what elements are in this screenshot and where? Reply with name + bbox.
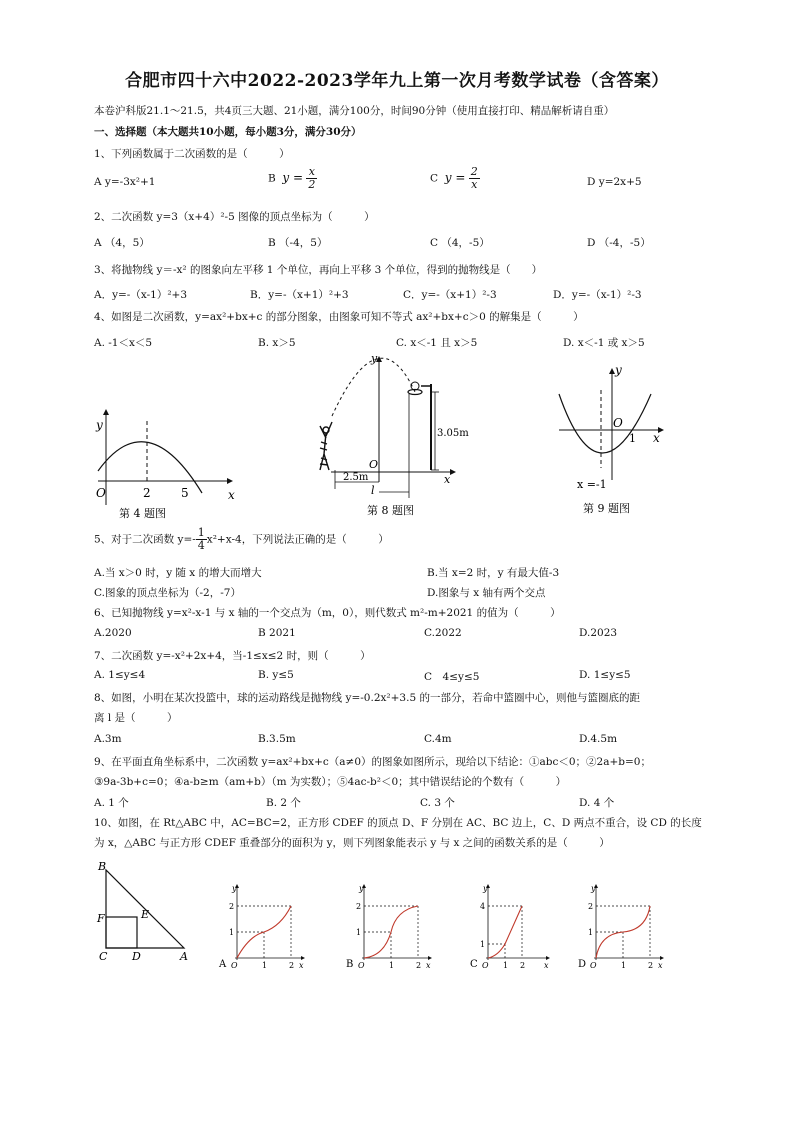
q4-option-b: B. x＞5	[258, 337, 296, 349]
q3-option-c: C．y=-（x+1）²-3	[403, 289, 497, 301]
graph-option-d	[574, 880, 668, 972]
fig9-y-label: y	[615, 363, 622, 377]
fig4-x-label: x	[228, 488, 235, 502]
q8-stem-line1: 8、如图，小明在某次投篮中，球的运动路线是抛物线 y=-0.2x²+3.5 的一部分，若命中篮圈中心，则他与篮圈底的距	[94, 692, 640, 704]
q2-option-a: A （4，5）	[94, 237, 150, 249]
q8-option-c: C.4m	[424, 733, 452, 745]
fig9-x-label: x	[653, 431, 660, 445]
fig8-height-label: 3.05m	[437, 428, 469, 439]
q3-option-b: B．y=-（x+1）²+3	[250, 289, 349, 301]
fig8-x-label: x	[444, 473, 451, 486]
graph-x-label: x	[426, 961, 431, 970]
x-tick-1: 1	[621, 961, 627, 970]
option-label: D	[578, 959, 587, 970]
fig8-dist-label: 2.5m	[343, 472, 369, 483]
q7-option-b: B. y≤5	[258, 669, 294, 681]
x-tick-2: 2	[520, 961, 526, 970]
x-tick-2: 2	[289, 961, 295, 970]
x-tick-1: 1	[389, 961, 395, 970]
q9-option-b: B. 2 个	[266, 797, 301, 809]
graph-option-a	[215, 880, 305, 972]
graph-x-label: x	[299, 961, 304, 970]
fig8-caption: 第 8 题图	[367, 504, 414, 517]
fig9-tick-1: 1	[629, 432, 636, 445]
y-tick-top: 2	[588, 902, 594, 911]
q5-stem: 5、对于二次函数 y=- $\frac{1}{4}$ x²+x-4，下列说法正确的是（ ）	[94, 526, 389, 552]
q3-stem: 3、将抛物线 y＝-x² 的图象向左平移 1 个单位，再向上平移 3 个单位，得到的抛物线是（ ）	[94, 264, 543, 276]
fig9-caption: 第 9 题图	[583, 502, 630, 515]
y-tick-mid: 1	[480, 940, 486, 949]
x-tick-2: 2	[416, 961, 422, 970]
q7-option-a: A. 1≤y≤4	[94, 669, 146, 681]
q6-stem: 6、已知抛物线 y=x²-x-1 与 x 轴的一个交点为（m，0），则代数式 m²-m+2021 的值为（ ）	[94, 607, 561, 619]
q8-option-a: A.3m	[94, 733, 122, 745]
x-tick-1: 1	[262, 961, 268, 970]
section-heading: 一、选择题（本大题共10小题，每小题3分，满分30分）	[94, 126, 362, 138]
y-tick-mid: 1	[588, 928, 594, 937]
q7-stem: 7、二次函数 y=-x²+2x+4，当-1≤x≤2 时，则（ ）	[94, 650, 371, 662]
option-label: C	[470, 959, 478, 970]
q4-stem: 4、如图是二次函数，y=ax²+bx+c 的部分图象，由图象可知不等式 ax²+bx+c＞0 的解集是（ ）	[94, 311, 584, 323]
q5-option-d: D.图象与 x 轴有两个交点	[427, 587, 546, 599]
graph-option-b	[342, 880, 434, 972]
q10-stem-line1: 10、如图，在 Rt△ABC 中，AC=BC=2，正方形 CDEF 的顶点 D、F 分别在 AC、BC 边上，C、D 两点不重合，设 CD 的长度	[94, 817, 702, 829]
q10-stem-line2: 为 x，△ABC 与正方形 CDEF 重叠部分的面积为 y，则下列图象能表示 y 与 x 之间的函数关系的是（ ）	[94, 837, 610, 849]
fig4-tick-5: 5	[181, 486, 189, 500]
graph-option-c	[466, 880, 554, 972]
figure-9	[555, 360, 670, 520]
q2-option-c: C （4，-5）	[430, 237, 490, 249]
q3-option-a: A．y=-（x-1）²+3	[94, 289, 188, 301]
player-figure	[320, 422, 332, 470]
q7-option-d: D. 1≤y≤5	[579, 669, 631, 681]
graph-origin: O	[231, 961, 238, 970]
q6-option-b: B 2021	[258, 627, 296, 639]
q9-option-d: D. 4 个	[579, 797, 615, 809]
square-cdef	[106, 917, 137, 948]
q4-option-d: D. x＜-1 或 x＞5	[563, 337, 645, 349]
graph-origin: O	[590, 961, 597, 970]
exam-intro: 本卷沪科版21.1～21.5，共4页三大题、21小题，满分100分，时间90分钟（使用直接打印、精品解析请自重）	[94, 105, 615, 117]
q5-option-c: C.图象的顶点坐标为（-2，-7）	[94, 587, 241, 599]
q1-option-c: C y = $\frac{2}{x}$	[430, 165, 478, 191]
q2-option-d: D （-4，-5）	[587, 237, 651, 249]
parabola-curve	[559, 394, 651, 453]
q6-option-c: C.2022	[424, 627, 462, 639]
fig8-y-label: y	[371, 352, 378, 365]
q1-option-a: A y=-3x²+1	[94, 176, 156, 188]
graph-x-label: x	[658, 961, 663, 970]
label-a: A	[180, 950, 188, 963]
q4-option-a: A. -1＜x＜5	[94, 337, 153, 349]
q6-option-d: D.2023	[579, 627, 618, 639]
label-b: B	[98, 860, 107, 873]
y-tick-mid: 1	[229, 928, 235, 937]
q1-option-d: D y=2x+5	[587, 176, 642, 188]
q2-stem: 2、二次函数 y=3（x+4）²-5 图像的顶点坐标为（ ）	[94, 211, 375, 223]
basket-hoop	[408, 382, 439, 470]
fig4-caption: 第 4 题图	[119, 507, 166, 520]
q6-option-a: A.2020	[94, 627, 132, 639]
fig4-y-label: y	[96, 418, 103, 432]
fig9-axis-label: x =-1	[577, 478, 607, 491]
y-tick-top: 2	[356, 902, 362, 911]
graph-y-label: y	[591, 884, 596, 893]
q7-option-c: C 4≤y≤5	[424, 671, 480, 683]
y-tick-top: 2	[229, 902, 235, 911]
figure-8	[305, 352, 469, 520]
graph-origin: O	[482, 961, 489, 970]
q9-stem-line1: 9、在平面直角坐标系中，二次函数 y=ax²+bx+c（a≠0）的图象如图所示，现给以下结论：①abc＜0；②2a+b=0；	[94, 756, 651, 768]
q3-option-d: D．y=-（x-1）²-3	[553, 289, 642, 301]
x-tick-1: 1	[503, 961, 509, 970]
x-tick-2: 2	[648, 961, 654, 970]
graph-y-label: y	[232, 884, 237, 893]
q8-option-d: D.4.5m	[579, 733, 618, 745]
q1-stem: 1、下列函数属于二次函数的是（ ）	[94, 148, 290, 160]
q1-option-b: B y = $\frac{x}{2}$	[268, 165, 316, 191]
label-c: C	[99, 950, 108, 963]
figure-4	[92, 405, 237, 520]
page-title: 合肥市四十六中2022-2023学年九上第一次月考数学试卷（含答案）	[125, 71, 669, 91]
label-f: F	[97, 912, 105, 925]
fig8-l-label: l	[371, 484, 375, 497]
y-tick-top: 4	[480, 902, 486, 911]
fig9-origin: O	[613, 416, 623, 430]
q2-option-b: B （-4，5）	[268, 237, 328, 249]
graph-y-label: y	[359, 884, 364, 893]
option-label: B	[346, 959, 354, 970]
q9-option-c: C. 3 个	[420, 797, 455, 809]
graph-y-label: y	[483, 884, 488, 893]
ball-trajectory	[332, 358, 415, 416]
fig4-origin: O	[96, 486, 106, 500]
q4-option-c: C. x＜-1 且 x＞5	[396, 337, 478, 349]
graph-origin: O	[358, 961, 365, 970]
curve	[488, 906, 522, 958]
q5-option-b: B.当 x=2 时，y 有最大值-3	[427, 567, 560, 579]
fig4-tick-2: 2	[143, 486, 151, 500]
q8-option-b: B.3.5m	[258, 733, 296, 745]
q9-option-a: A. 1 个	[94, 797, 129, 809]
fig8-origin: O	[369, 458, 379, 471]
label-d: D	[132, 950, 141, 963]
graph-x-label: x	[544, 961, 549, 970]
option-label: A	[219, 959, 227, 970]
q9-stem-line2: ③9a-3b+c=0；④a-b≥m（am+b）（m 为实数）；⑤4ac-b²＜0；其中错误结论的个数有（ ）	[94, 776, 567, 788]
q8-stem-line2: 离 l 是（ ）	[94, 712, 178, 724]
triangle-figure	[92, 858, 202, 968]
label-e: E	[141, 908, 150, 921]
y-tick-mid: 1	[356, 928, 362, 937]
q5-option-a: A.当 x＞0 时，y 随 x 的增大而增大	[94, 567, 262, 579]
